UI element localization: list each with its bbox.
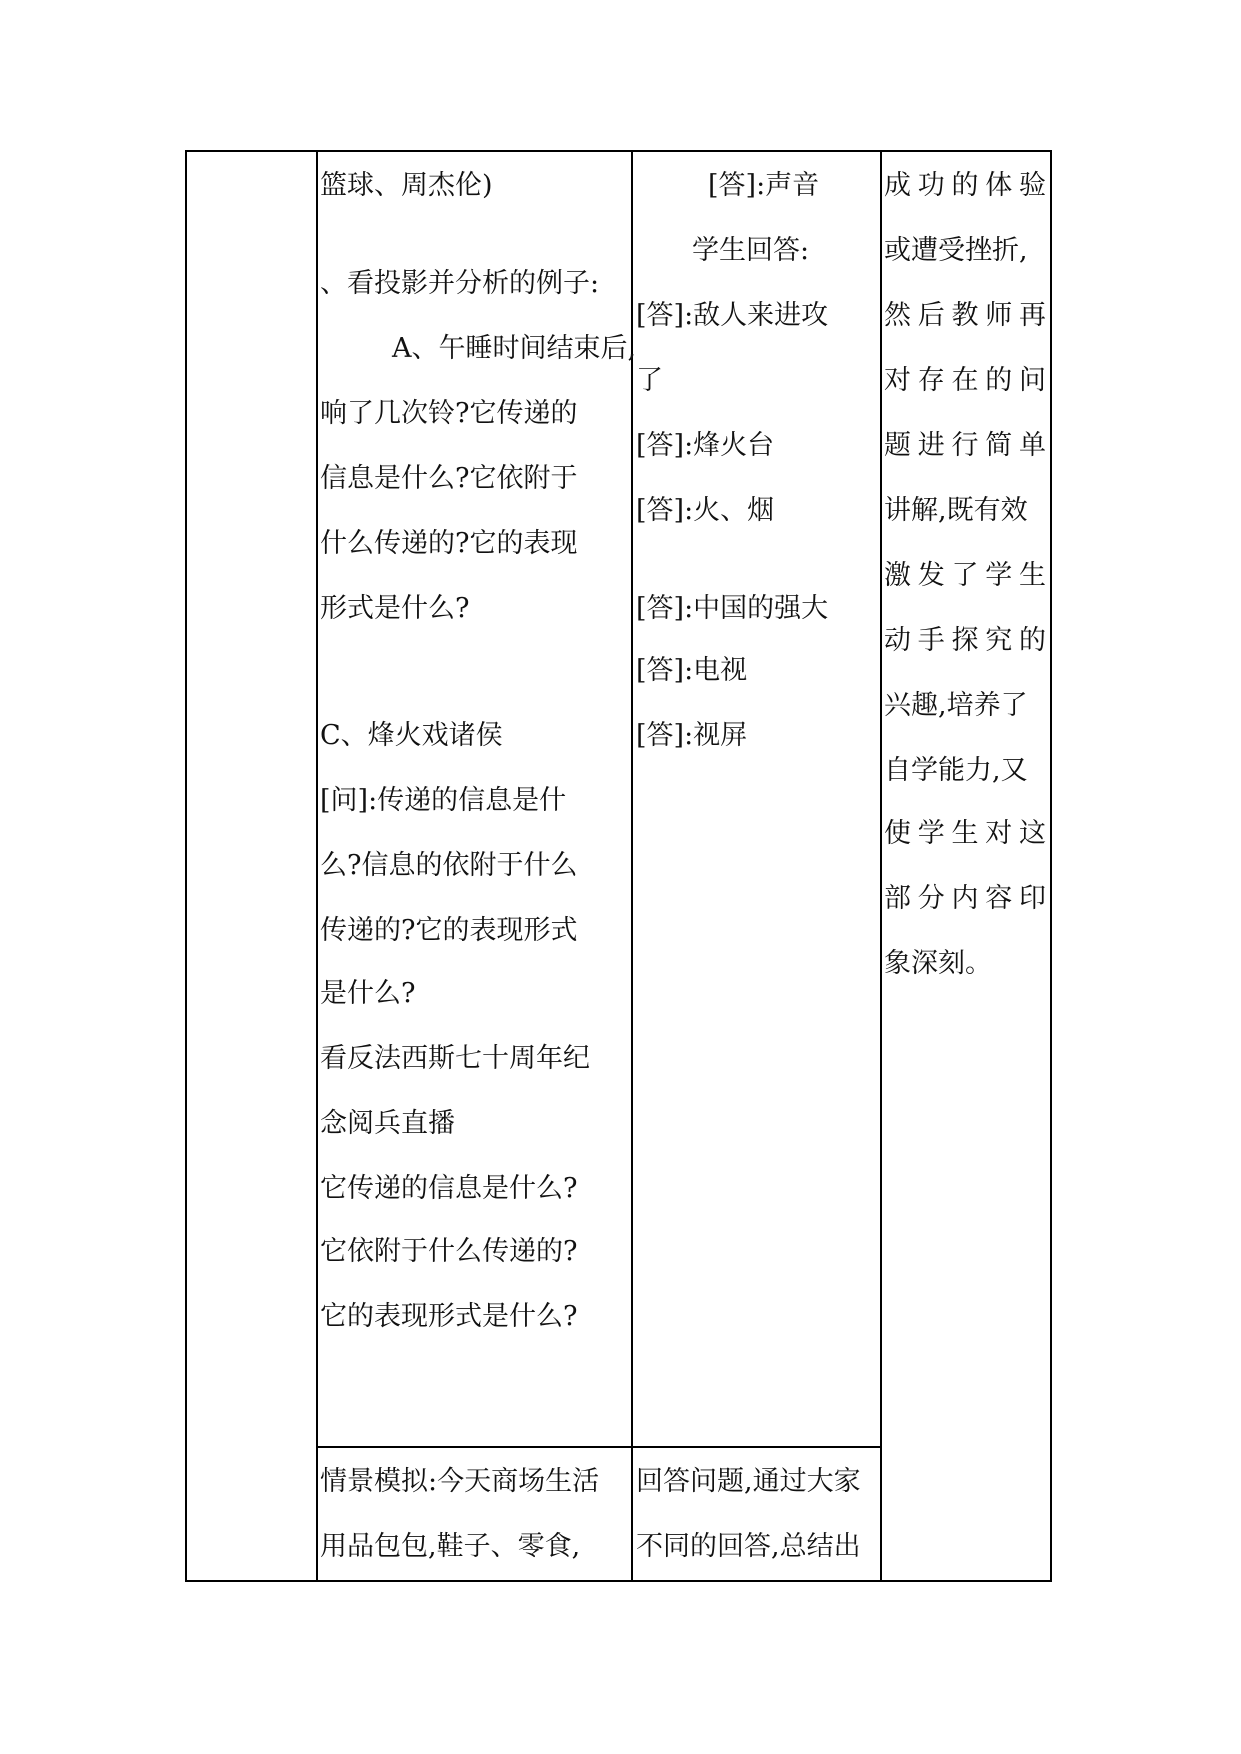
cell-text: 它依附于什么传递的? (320, 1236, 578, 1267)
cell-text: 念阅兵直播 (320, 1108, 455, 1139)
column-divider-3 (880, 150, 882, 1582)
cell-text: [答]:视屏 (636, 720, 748, 751)
cell-text: [答]:火、烟 (636, 495, 775, 526)
cell-text: 它的表现形式是什么? (320, 1301, 578, 1332)
cell-text: 回答问题,通过大家 (636, 1466, 861, 1497)
cell-text: 篮球、周杰伦) (320, 170, 493, 201)
column-divider-1 (316, 150, 318, 1582)
cell-text: 信息是什么?它依附于 (320, 463, 578, 494)
cell-text: 然 后 教 师 再 (884, 300, 1046, 331)
cell-text: C、烽火戏诸侯 (320, 720, 503, 751)
cell-text: [答]:烽火台 (636, 430, 775, 461)
cell-text: 动 手 探 究 的 (884, 625, 1046, 656)
cell-text: 自学能力,又 (884, 755, 1028, 786)
cell-text: 学生回答: (692, 235, 810, 266)
cell-text: 成 功 的 体 验 (884, 170, 1046, 201)
cell-text: 形式是什么? (320, 593, 470, 624)
cell-text: A、午睡时间结束后, (392, 333, 637, 364)
cell-text: 响了几次铃?它传递的 (320, 398, 578, 429)
cell-text: 看反法西斯七十周年纪 (320, 1043, 590, 1074)
cell-text: 激 发 了 学 生 (884, 560, 1046, 591)
cell-text: [答]:中国的强大 (636, 593, 829, 624)
cell-text: [问]:传递的信息是什 (320, 785, 567, 816)
cell-text: 或遭受挫折, (884, 235, 1028, 266)
cell-text: 了 (636, 365, 663, 396)
cell-text: 不同的回答,总结出 (636, 1531, 861, 1562)
cell-text: 是什么? (320, 978, 416, 1009)
cell-text: 题 进 行 简 单 (884, 430, 1046, 461)
cell-text: 它传递的信息是什么? (320, 1173, 578, 1204)
cell-text: 讲解,既有效 (884, 495, 1028, 526)
cell-text: [答]:敌人来进攻 (636, 300, 829, 331)
table-right-border (1050, 150, 1052, 1582)
cell-text: 用品包包,鞋子、零食, (320, 1531, 581, 1562)
cell-text: 什么传递的?它的表现 (320, 528, 578, 559)
cell-text: 么?信息的依附于什么 (320, 850, 578, 881)
cell-text: 传递的?它的表现形式 (320, 915, 578, 946)
cell-text: 对 存 在 的 问 (884, 365, 1046, 396)
row-divider (316, 1446, 882, 1448)
cell-text: 使 学 生 对 这 (884, 818, 1046, 849)
cell-text: [答]:声音 (708, 170, 820, 201)
table-left-border (185, 150, 187, 1582)
cell-text: 情景模拟:今天商场生活 (320, 1466, 600, 1497)
cell-text: 、看投影并分析的例子: (320, 268, 600, 299)
cell-text: 兴趣,培养了 (884, 690, 1028, 721)
cell-text: 象深刻。 (884, 948, 992, 979)
cell-text: [答]:电视 (636, 655, 748, 686)
cell-text: 部 分 内 容 印 (884, 883, 1046, 914)
